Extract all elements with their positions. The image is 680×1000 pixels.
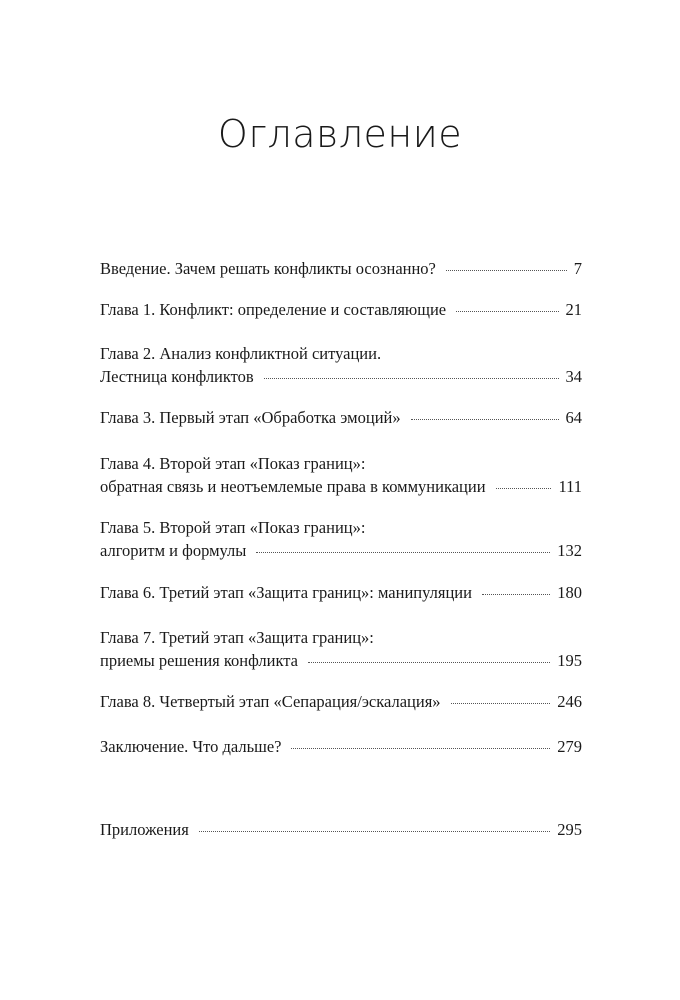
toc-page-number: 64 [565, 408, 582, 427]
toc-page-number: 7 [573, 259, 582, 278]
toc-page-number: 279 [557, 737, 582, 756]
toc-entry-title: Глава 5. Второй этап «Показ границ»: [100, 518, 366, 537]
toc-entry-title: Приложения [100, 820, 189, 839]
toc-entry-title: Глава 4. Второй этап «Показ границ»: [100, 454, 366, 473]
dot-leader [411, 418, 559, 420]
toc-page-number: 246 [557, 692, 582, 711]
toc-entry-title-continued: Лестница конфликтов [100, 367, 254, 386]
toc-page-number: 195 [557, 651, 582, 670]
toc-entry-appendices[interactable] [100, 818, 582, 841]
toc-entry-chapter-8[interactable] [100, 690, 582, 713]
dot-leader [496, 487, 552, 489]
dot-leader [446, 269, 567, 271]
toc-entry-title-continued: приемы решения конфликта [100, 651, 298, 670]
dot-leader [308, 661, 550, 663]
toc-entry-chapter-3[interactable] [100, 406, 582, 429]
toc-page-number: 132 [557, 541, 582, 560]
toc-entry-title: Глава 6. Третий этап «Защита границ»: манипуляции [100, 583, 472, 602]
dot-leader [482, 593, 550, 595]
dot-leader [291, 747, 550, 749]
toc-entry-chapter-5[interactable] [100, 516, 582, 562]
toc-page-number: 21 [565, 300, 582, 319]
toc-entry-conclusion[interactable] [100, 735, 582, 758]
dot-leader [256, 551, 550, 553]
toc-entry-title: Глава 1. Конфликт: определение и составляющие [100, 300, 447, 319]
toc-entry-chapter-7[interactable] [100, 626, 582, 672]
toc-entry-introduction[interactable] [100, 257, 582, 280]
dot-leader [456, 310, 558, 312]
toc-entry-title-continued: алгоритм и формулы [100, 541, 247, 560]
page-title: Оглавление [217, 112, 463, 156]
toc-entry-title-continued: обратная связь и неотъемлемые права в коммуникации [100, 477, 486, 496]
dot-leader [199, 830, 550, 832]
toc-page-number: 111 [558, 477, 582, 496]
toc-entry-chapter-2[interactable] [100, 342, 582, 388]
toc-entry-title: Глава 7. Третий этап «Защита границ»: [100, 628, 374, 647]
toc-entry-title: Глава 2. Анализ конфликтной ситуации. [100, 344, 382, 363]
toc-entry-title: Глава 3. Первый этап «Обработка эмоций» [100, 408, 401, 427]
toc-entry-title: Введение. Зачем решать конфликты осознанно? [100, 259, 436, 278]
toc-page-number: 34 [565, 367, 582, 386]
toc-page-number: 180 [557, 583, 582, 602]
toc-entry-chapter-1[interactable] [100, 298, 582, 321]
dot-leader [264, 377, 559, 379]
toc-entry-chapter-4[interactable] [100, 452, 582, 498]
dot-leader [451, 702, 551, 704]
toc-entry-title: Глава 8. Четвертый этап «Сепарация/эскалация» [100, 692, 441, 711]
toc-entry-chapter-6[interactable] [100, 581, 582, 604]
toc-entry-title: Заключение. Что дальше? [100, 737, 282, 756]
toc-page-number: 295 [557, 820, 582, 839]
